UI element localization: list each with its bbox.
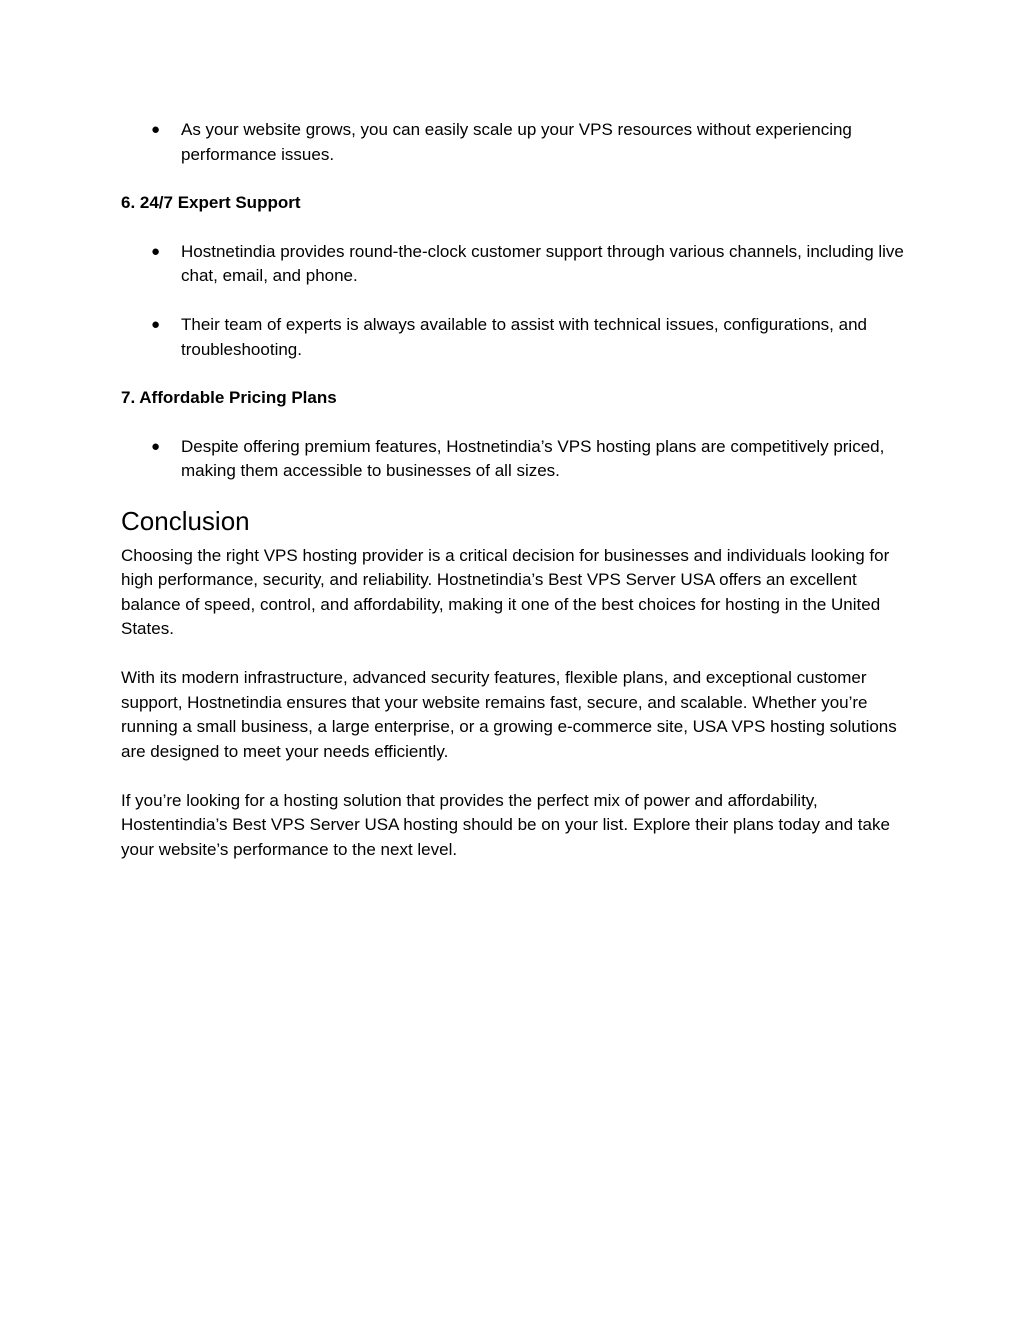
conclusion-title: Conclusion bbox=[121, 505, 250, 536]
bullet-icon: ● bbox=[151, 316, 161, 333]
section-heading-expert-support: 6. 24/7 Expert Support bbox=[121, 193, 301, 212]
bullet-icon: ● bbox=[151, 121, 161, 138]
list-item bbox=[121, 435, 911, 484]
pricing-bullet-list bbox=[121, 435, 911, 484]
bullet-icon: ● bbox=[151, 437, 161, 455]
document-content bbox=[121, 118, 911, 862]
bullet-icon: ● bbox=[151, 242, 161, 260]
section-heading-pricing-plans: 7. Affordable Pricing Plans bbox=[121, 388, 337, 407]
conclusion-paragraph: If you’re looking for a hosting solution that provides the perfect mix of power and affordability, Hostentindia’s Best VPS Server USA hosting should be on your list. Explore their plans today and take your website’s performance to the next level. bbox=[121, 790, 890, 859]
list-item-text: Their team of experts is always available to assist with technical issues, configurations, and troubleshooting. bbox=[181, 315, 867, 359]
list-item bbox=[121, 313, 911, 362]
scalability-bullet-list bbox=[121, 118, 911, 167]
support-bullet-list bbox=[121, 240, 911, 363]
list-item-text: Despite offering premium features, Hostnetindia’s VPS hosting plans are competitively priced, making them accessible to businesses of all sizes. bbox=[181, 436, 885, 480]
list-item-text: Hostnetindia provides round-the-clock customer support through various channels, including live chat, email, and phone. bbox=[181, 241, 904, 285]
conclusion-paragraph: Choosing the right VPS hosting provider is a critical decision for businesses and individuals looking for high performance, security, and reliability. Hostnetindia’s Best VPS Server USA offers an excellent balance of speed, control, and affordability, making it one of the best choices for hosting in the United States. bbox=[121, 545, 890, 638]
list-item bbox=[121, 240, 911, 289]
list-item-text: As your website grows, you can easily scale up your VPS resources without experiencing performance issues. bbox=[181, 120, 852, 164]
conclusion-paragraph: With its modern infrastructure, advanced security features, flexible plans, and exceptional customer support, Hostnetindia ensures that your website remains fast, secure, and scalable. Whether you’re running a small business, a large enterprise, or a growing e-commerce site, USA VPS hosting solutions are designed to meet your needs efficiently. bbox=[121, 668, 897, 761]
list-item bbox=[121, 118, 911, 167]
